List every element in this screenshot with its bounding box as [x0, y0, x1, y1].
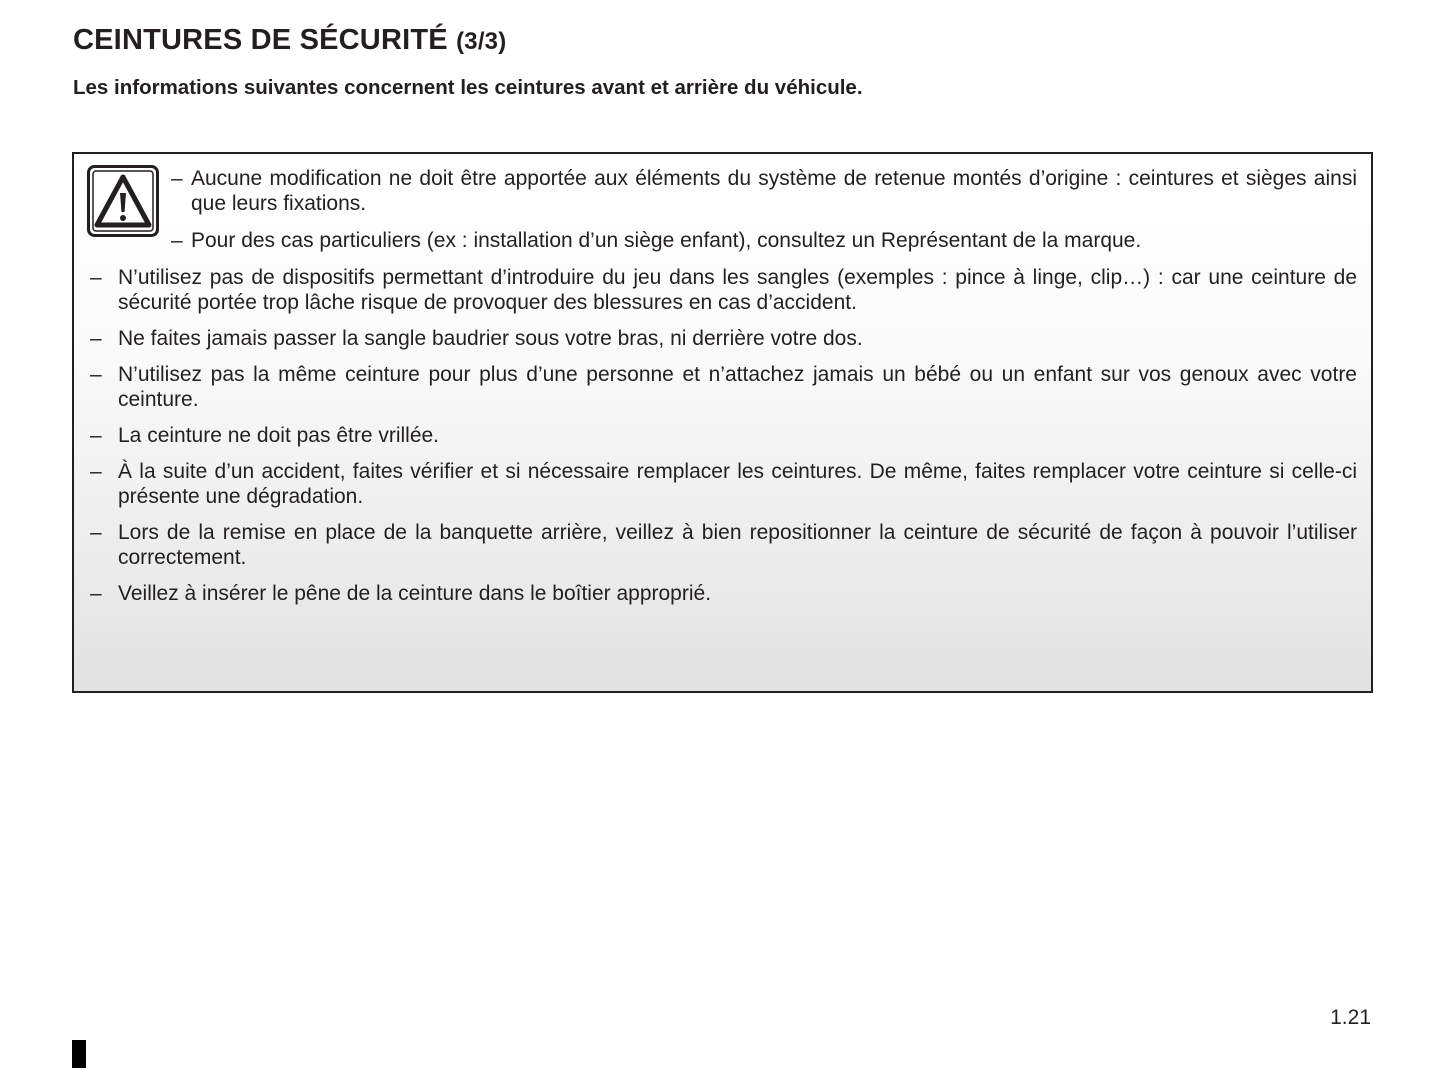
list-item: [90, 459, 1357, 509]
page-title-text: CEINTURES DE SÉCURITÉ: [73, 24, 448, 56]
list-dash: –: [90, 266, 102, 289]
list-item: [90, 362, 1357, 412]
warning-triangle-icon: [87, 165, 159, 237]
list-item-text: La ceinture ne doit pas être vrillée.: [118, 424, 440, 447]
page-title-suffix: (3/3): [456, 28, 507, 55]
list-item: [90, 520, 1357, 570]
list-dash: –: [90, 424, 102, 447]
list-dash: –: [171, 229, 183, 252]
list-item-text: Lors de la remise en place de la banquette arrière, veillez à bien repositionner la ceinture de sécurité de façon à pouvoir l’utiliser correctement.: [118, 521, 1357, 569]
warning-triangle-svg: [87, 165, 159, 237]
list-item: [90, 326, 1357, 351]
warning-box: [72, 152, 1373, 693]
page-title: [73, 24, 506, 57]
list-item-text: Aucune modification ne doit être apportée aux éléments du système de retenue montés d’origine : ceintures et sièges ainsi que leurs fixations.: [191, 167, 1357, 215]
list-item-text: N’utilisez pas de dispositifs permettant d’introduire du jeu dans les sangles (exemples : pince à linge, clip…) : car une ceinture de sécurité portée trop lâche risque de provoquer des blessures en cas d’accident.: [118, 266, 1357, 314]
list-item: [90, 265, 1357, 315]
list-item-text: À la suite d’un accident, faites vérifier et si nécessaire remplacer les ceintures. De même, faites remplacer votre ceinture si celle-ci présente une dégradation.: [118, 460, 1357, 508]
list-item-text: N’utilisez pas la même ceinture pour plus d’une personne et n’attachez jamais un bébé ou un enfant sur vos genoux avec votre ceinture.: [118, 363, 1357, 411]
page-edge-marker: [72, 1040, 86, 1068]
list-item: [171, 166, 1357, 216]
list-item-text: Ne faites jamais passer la sangle baudrier sous votre bras, ni derrière votre dos.: [118, 327, 863, 350]
list-item-text: Pour des cas particuliers (ex : installation d’un siège enfant), consultez un Représentant de la marque.: [191, 229, 1142, 252]
list-item: [90, 423, 1357, 448]
intro-text: Les informations suivantes concernent les ceintures avant et arrière du véhicule.: [73, 76, 863, 99]
list-item: [90, 581, 1357, 606]
list-item-text: Veillez à insérer le pêne de la ceinture dans le boîtier approprié.: [118, 582, 712, 605]
list-dash: –: [90, 521, 102, 544]
list-dash: –: [90, 363, 102, 386]
list-dash: –: [90, 460, 102, 483]
list-dash: –: [90, 582, 102, 605]
list-dash: –: [90, 327, 102, 350]
warning-top-list: [171, 166, 1357, 253]
list-item: [171, 228, 1357, 253]
page-number: 1.21: [1330, 1006, 1371, 1029]
warning-main-list: [90, 265, 1357, 606]
list-dash: –: [171, 167, 183, 190]
